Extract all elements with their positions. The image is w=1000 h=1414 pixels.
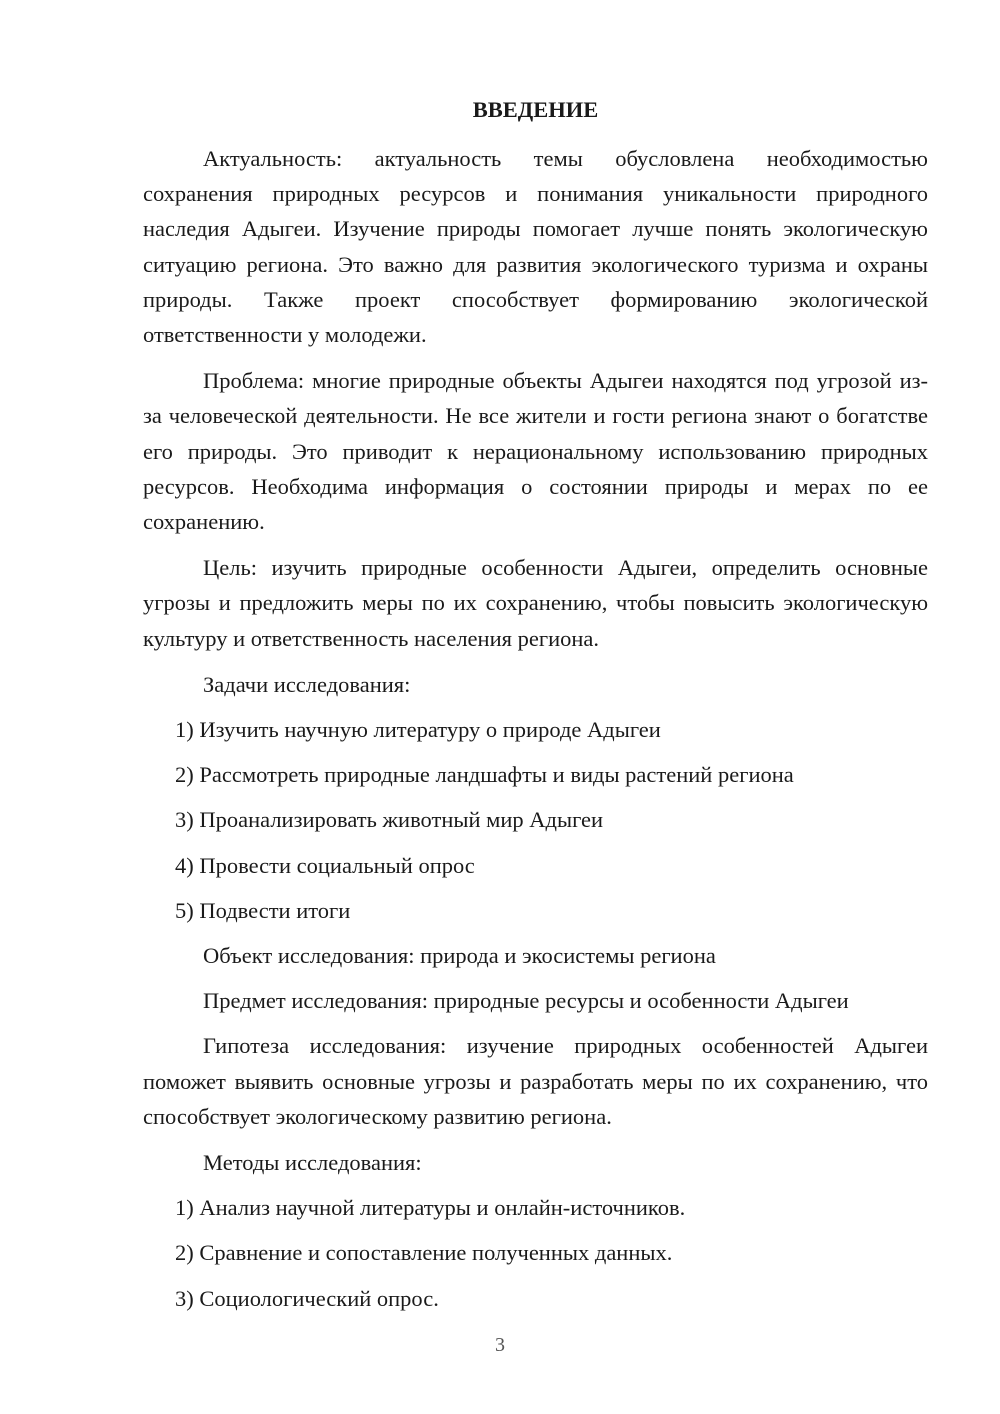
task-item-4: 4) Провести социальный опрос (175, 852, 475, 878)
paragraph-subject: Предмет исследования: природные ресурсы и особенности Адыгеи (203, 988, 849, 1014)
paragraph-hypothesis: Гипотеза исследования: изучение природных особенностей Адыгеи поможет выявить основные угрозы и разработать меры по их сохранению, что способствует экологическому развитию региона. (143, 1033, 928, 1129)
method-item-3: 3) Социологический опрос. (175, 1285, 439, 1311)
paragraph-relevance: Актуальность: актуальность темы обусловлена необходимостью сохранения природных ресурсов и понимания уникальности природного наследия Адыгеи. Изучение природы помогает лучше понять экологическую ситуацию региона. Это важно для развития экологического туризма и охраны природы. Также проект способствует формированию экологической ответственности у молодежи. (143, 146, 928, 348)
task-item-5: 5) Подвести итоги (175, 897, 351, 923)
paragraph-goal: Цель: изучить природные особенности Адыгеи, определить основные угрозы и предложить меры по их сохранению, чтобы повысить экологическую культуру и ответственность населения региона. (143, 555, 928, 651)
task-item-3: 3) Проанализировать животный мир Адыгеи (175, 807, 604, 833)
page-content (143, 92, 928, 1326)
paragraph-object: Объект исследования: природа и экосистемы региона (203, 943, 716, 969)
page-number: 3 (495, 1334, 505, 1356)
method-item-1: 1) Анализ научной литературы и онлайн-источников. (175, 1195, 686, 1221)
task-item-1: 1) Изучить научную литературу о природе Адыгеи (175, 717, 661, 743)
methods-heading: Методы исследования: (203, 1150, 422, 1176)
paragraph-problem: Проблема: многие природные объекты Адыгеи находятся под угрозой из-за человеческой деятельности. Не все жители и гости региона знают о богатстве его природы. Это приводит к нерациональному использованию природных ресурсов. Необходима информация о состоянии природы и мерах по ее сохранению. (143, 368, 928, 535)
task-item-2: 2) Рассмотреть природные ландшафты и виды растений региона (175, 762, 794, 788)
page-title: ВВЕДЕНИЕ (472, 97, 599, 122)
tasks-heading: Задачи исследования: (203, 671, 411, 697)
method-item-2: 2) Сравнение и сопоставление полученных данных. (175, 1240, 673, 1266)
